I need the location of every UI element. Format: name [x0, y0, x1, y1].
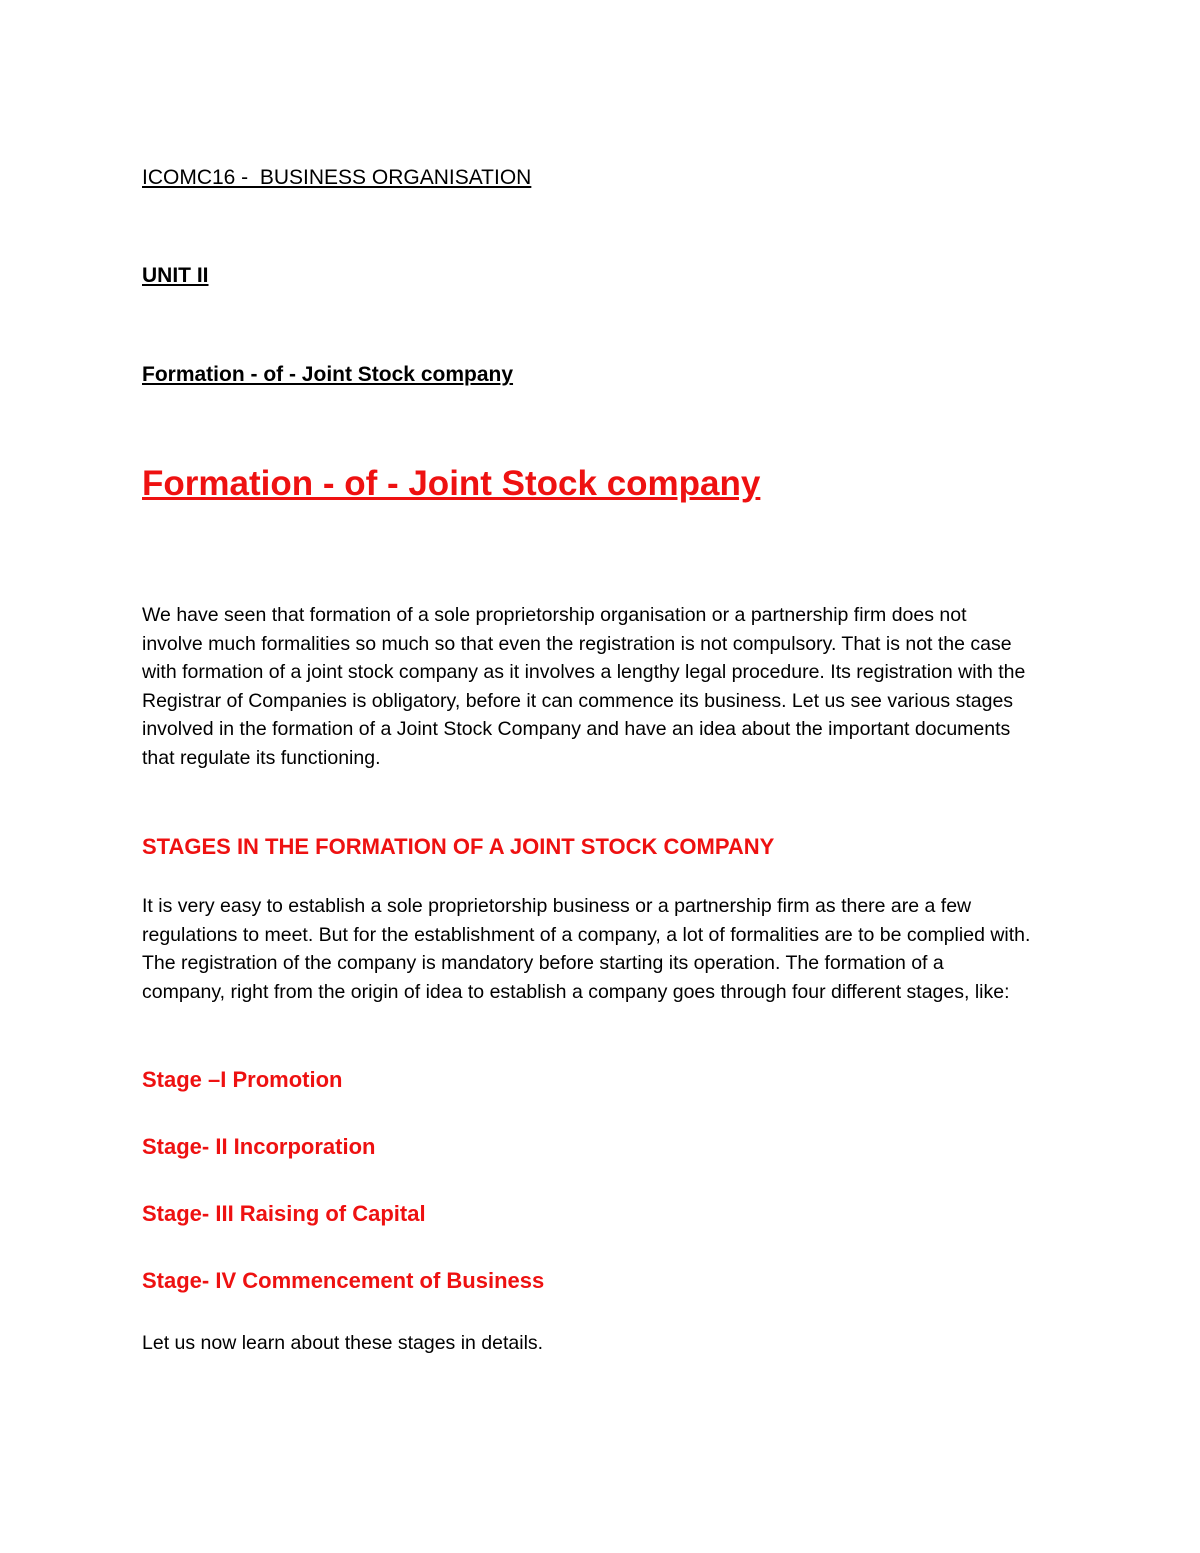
stage-item-commencement: Stage- IV Commencement of Business [142, 1268, 545, 1293]
stage-item-promotion: Stage –I Promotion [142, 1067, 343, 1092]
unit-title: UNIT II [142, 264, 209, 287]
stage-item-incorporation: Stage- II Incorporation [142, 1134, 376, 1159]
intro-paragraph: We have seen that formation of a sole proprietorship organisation or a partnership firm does not involve much formalities so much so that even the registration is not compulsory. That is not the case with formation of a joint stock company as it involves a lengthy legal procedure. Its registration with the Registrar of Companies is obligatory, before it can commence its business. Let us see various stages involved in the formation of a Joint Stock Company and have an idea about the important documents that regulate its functioning. [142, 604, 1026, 769]
course-title: ICOMC16 - BUSINESS ORGANISATION [142, 166, 532, 189]
stages-paragraph: It is very easy to establish a sole proprietorship business or a partnership firm as there are a few regulations to meet. But for the establishment of a company, a lot of formalities are to be complied with. The registration of the company is mandatory before starting its operation. The formation of a company, right from the origin of idea to establish a company goes through four different stages, like: [142, 895, 1031, 1003]
section-heading: Formation - of - Joint Stock company [142, 363, 514, 386]
stages-heading: STAGES IN THE FORMATION OF A JOINT STOCK COMPANY [142, 834, 775, 859]
main-heading: Formation - of - Joint Stock company [142, 464, 761, 503]
closing-line: Let us now learn about these stages in details. [142, 1332, 544, 1354]
stage-item-raising-capital: Stage- III Raising of Capital [142, 1201, 426, 1226]
